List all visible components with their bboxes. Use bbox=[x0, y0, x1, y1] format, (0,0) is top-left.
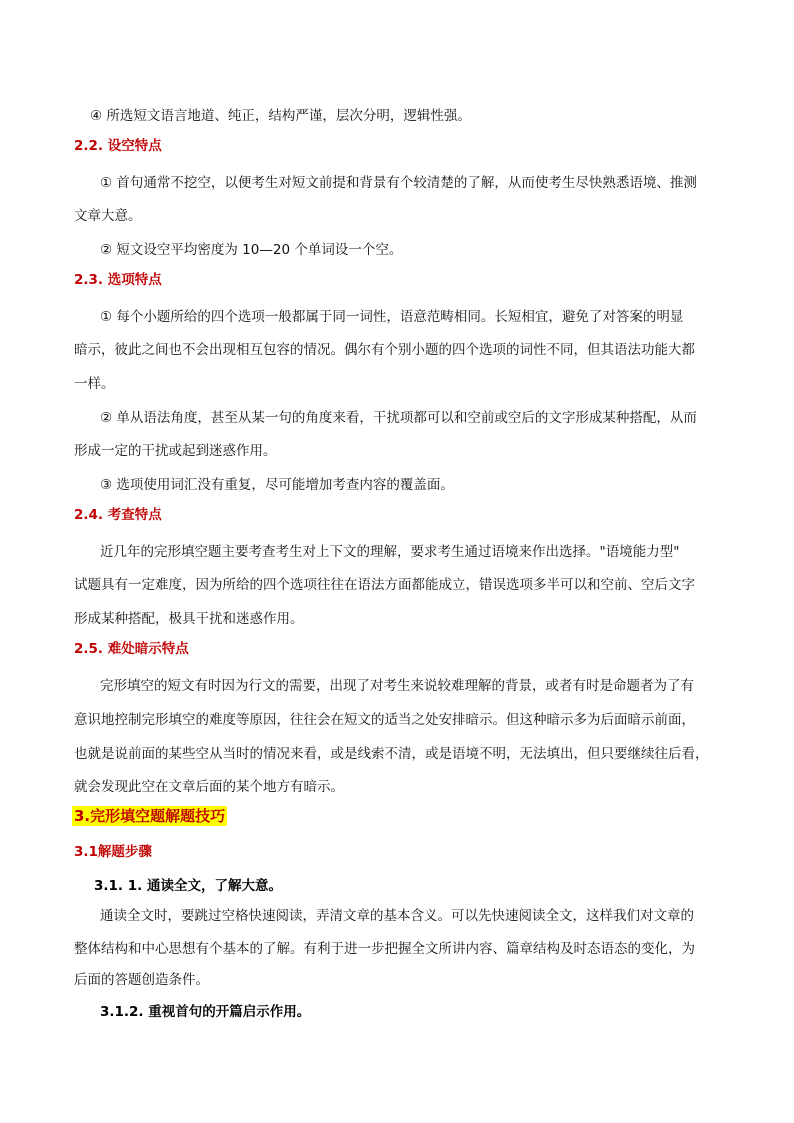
section-heading-3-1-2: 3.1.2. 重视首句的开篇启示作用。 bbox=[100, 1004, 311, 1020]
paragraph-line: 就会发现此空在文章后面的某个地方有暗示。 bbox=[74, 779, 344, 795]
section-heading-2-4: 2.4. 考查特点 bbox=[74, 507, 162, 523]
paragraph-line: 文章大意。 bbox=[74, 208, 142, 224]
paragraph-line: 形成一定的干扰或起到迷惑作用。 bbox=[74, 443, 277, 459]
paragraph-line: 近几年的完形填空题主要考查考生对上下文的理解，要求考生通过语境来作出选择。"语境能力型" bbox=[100, 544, 680, 560]
paragraph-line: ② 单从语法角度，甚至从某一句的角度来看，干扰项都可以和空前或空后的文字形成某种搭配，从而 bbox=[100, 410, 697, 426]
paragraph-line: 试题具有一定难度，因为所给的四个选项往往在语法方面都能成立，错误选项多半可以和空前、空后文字 bbox=[74, 577, 695, 593]
section-heading-3: 3.完形填空题解题技巧 bbox=[74, 807, 226, 825]
paragraph-line: 也就是说前面的某些空从当时的情况来看，或是线索不清，或是语境不明，无法填出，但只要继续往后看， bbox=[74, 746, 709, 762]
paragraph-line: 一样。 bbox=[74, 376, 115, 392]
paragraph-line: 意识地控制完形填空的难度等原因，往往会在短文的适当之处安排暗示。但这种暗示多为后面暗示前面， bbox=[74, 712, 695, 728]
section-heading-2-2: 2.2. 设空特点 bbox=[74, 138, 162, 154]
paragraph-line: ④ 所选短文语言地道、纯正，结构严谨，层次分明，逻辑性强。 bbox=[90, 108, 471, 124]
paragraph-line: 形成某种搭配，极具干扰和迷惑作用。 bbox=[74, 611, 304, 627]
paragraph-line: 整体结构和中心思想有个基本的了解。有利于进一步把握全文所讲内容、篇章结构及时态语态的变化，为 bbox=[74, 941, 695, 957]
paragraph-line: ① 每个小题所给的四个选项一般都属于同一词性，语意范畴相同。长短相宜，避免了对答案的明显 bbox=[100, 309, 684, 325]
paragraph-line: 暗示，彼此之间也不会出现相互包容的情况。偶尔有个别小题的四个选项的词性不同，但其语法功能大都 bbox=[74, 342, 695, 358]
section-heading-2-3: 2.3. 选项特点 bbox=[74, 272, 162, 288]
paragraph-line: 通读全文时，要跳过空格快速阅读，弄清文章的基本含义。可以先快速阅读全文，这样我们对文章的 bbox=[100, 908, 694, 924]
paragraph-line: 后面的答题创造条件。 bbox=[74, 972, 209, 988]
section-heading-3-wrapper bbox=[72, 806, 227, 827]
paragraph-line: ② 短文设空平均密度为 10—20 个单词设一个空。 bbox=[100, 242, 403, 258]
paragraph-line: ③ 选项使用词汇没有重复，尽可能增加考查内容的覆盖面。 bbox=[100, 477, 454, 493]
section-heading-3-1-1: 3.1. 1. 通读全文，了解大意。 bbox=[94, 878, 282, 894]
paragraph-line: ① 首句通常不挖空，以便考生对短文前提和背景有个较清楚的了解，从而使考生尽快熟悉语境、推测 bbox=[100, 175, 697, 191]
section-heading-2-5: 2.5. 难处暗示特点 bbox=[74, 641, 189, 657]
paragraph-line: 完形填空的短文有时因为行文的需要，出现了对考生来说较难理解的背景，或者有时是命题者为了有 bbox=[100, 678, 694, 694]
section-heading-3-1: 3.1解题步骤 bbox=[74, 844, 152, 860]
